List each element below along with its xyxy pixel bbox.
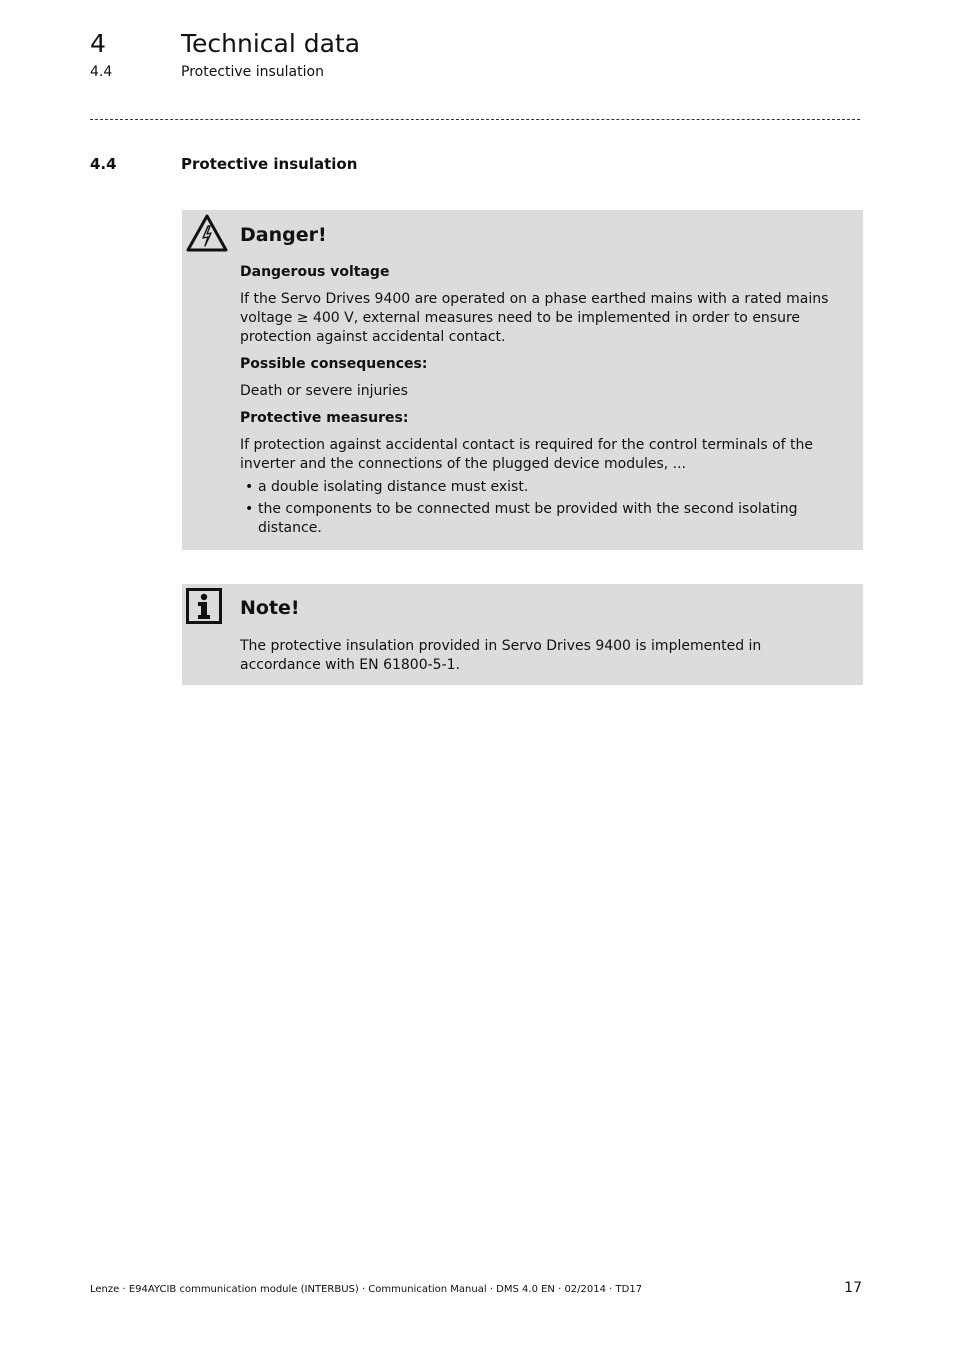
header-divider xyxy=(90,119,860,120)
measures-text: If protection against accidental contact is required for the control terminals of the inverter and the connections of the plugged device modules, ... xyxy=(240,437,813,472)
list-item-text: a double isolating distance must exist. xyxy=(258,479,529,495)
danger-title: Danger! xyxy=(240,224,327,246)
header-section-number: 4.4 xyxy=(90,64,113,80)
consequences-text: Death or severe injuries xyxy=(240,383,408,399)
section-number: 4.4 xyxy=(90,155,117,173)
section-title: Protective insulation xyxy=(181,155,358,173)
danger-body xyxy=(240,263,840,541)
page-number: 17 xyxy=(844,1280,862,1296)
chapter-title: Technical data xyxy=(181,29,361,58)
hazard-text: If the Servo Drives 9400 are operated on a phase earthed mains with a rated mains voltage ≥ 400 V, external measures need to be implemented in order to ensure protection against accidental contact. xyxy=(240,291,829,345)
note-body xyxy=(240,637,840,675)
info-icon xyxy=(186,588,222,624)
measures-heading: Protective measures: xyxy=(240,410,409,426)
measures-list xyxy=(240,478,840,538)
list-item-text: the components to be connected must be provided with the second isolating distance. xyxy=(258,501,798,536)
list-item: • a double isolating distance must exist. xyxy=(245,479,529,495)
header-section-title: Protective insulation xyxy=(181,64,324,80)
danger-box xyxy=(182,210,863,550)
note-box xyxy=(182,584,863,685)
consequences-heading: Possible consequences: xyxy=(240,356,428,372)
footer-text: Lenze · E94AYCIB communication module (INTERBUS) · Communication Manual · DMS 4.0 EN · 02/2014 · TD17 xyxy=(90,1284,643,1295)
list-item: • the components to be connected must be provided with the second isolating distance. xyxy=(245,501,798,536)
high-voltage-warning-icon xyxy=(186,214,228,252)
chapter-number: 4 xyxy=(90,29,106,58)
note-title: Note! xyxy=(240,597,300,619)
hazard-heading: Dangerous voltage xyxy=(240,264,390,280)
note-text: The protective insulation provided in Servo Drives 9400 is implemented in accordance with EN 61800-5-1. xyxy=(240,638,762,673)
